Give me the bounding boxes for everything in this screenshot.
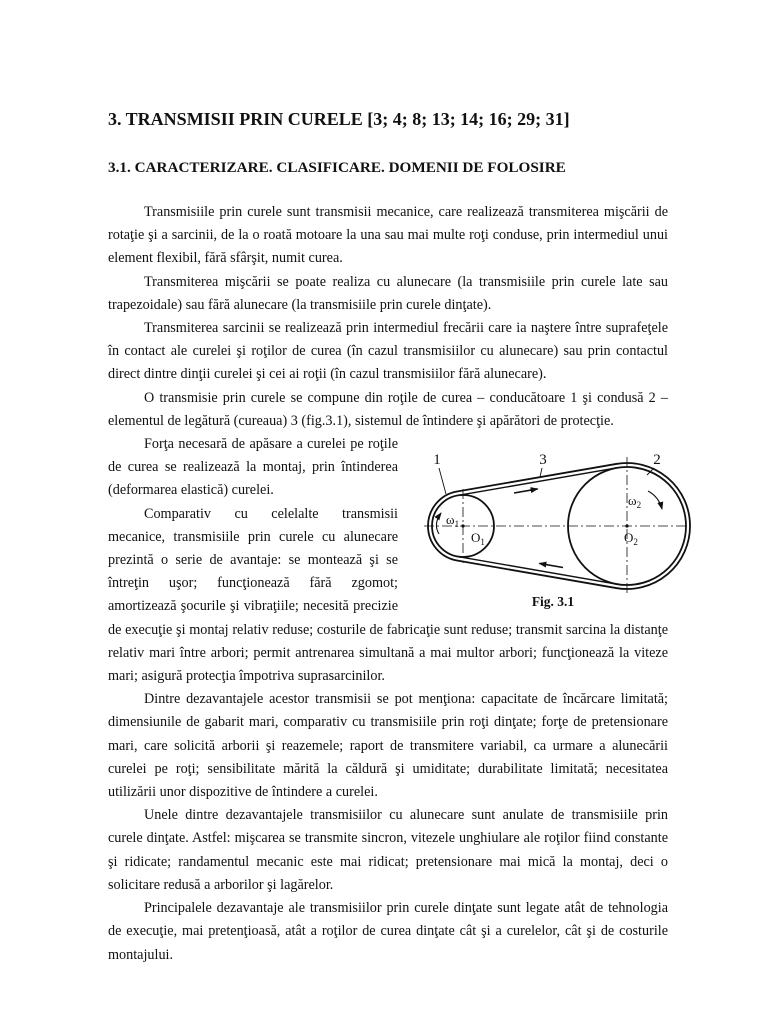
- center-1-subscript: 1: [480, 537, 485, 548]
- leader-line-belt: [540, 468, 542, 477]
- label-driving-pulley: 1: [433, 452, 441, 469]
- paragraph: Transmiterea sarcinii se realizează prin intermediul frecării care ia naştere între suprafeţele în contact ale curelei şi roţilor de curea (în cazul transmisiilor cu alunecare) sau prin contactul direct dintre dinţii curelei şi cei ai roţii (în cazul transmisiilor fără alunecare).: [108, 320, 668, 383]
- paragraph: Transmiterea mişcării se poate realiza cu alunecare (la transmisiile prin curele late sau trapezoidale) sau fără alunecare (la transmisiile prin curele dinţate).: [108, 273, 668, 313]
- omega-1-rotation-arrow: [436, 513, 441, 534]
- paragraph: O transmisie prin curele se compune din roţile de curea – conducătoare 1 şi condusă 2 – elementul de legătură (cureaua) 3 (fig.3.1), sistemul de întindere şi apărători de protecţie.: [108, 389, 668, 429]
- label-driven-pulley: 2: [653, 452, 661, 469]
- figure-belt-transmission: [406, 433, 668, 613]
- paragraph: Comparativ cu celelalte transmisii mecanice, transmisiile prin curele cu alunecare prezintă o serie de avantaje: se montează şi se întreţin uşor; funcţionează fără zgomot; amortizează şocurile şi vibraţiile; necesită precizie de execuţie şi montaj relativ reduse; costurile de fabricaţie sunt reduse; transmit sarcina la distanţe relativ mari între arbori; permit antrenarea simultană a mai multor arbori; funcţionează la viteze mari; asigură protecţia împotriva suprasarcinilor.: [108, 505, 668, 685]
- label-omega-2: [628, 493, 641, 510]
- belt-direction-arrow-lower: [539, 563, 563, 567]
- omega-1-subscript: 1: [454, 519, 460, 530]
- driving-pulley-center-point: [461, 524, 464, 527]
- leader-line-driving-pulley: [439, 468, 446, 494]
- center-2-symbol: O: [624, 530, 634, 546]
- belt-inner-edge-lower: [458, 557, 617, 585]
- belt-inner-edge-upper: [458, 468, 617, 496]
- omega-2-rotation-arrow: [648, 491, 662, 509]
- paragraph: Forţa necesară de apăsare a curelei pe roţile de curea se realizează la montaj, prin întinderea (deformarea elastică) curelei.: [108, 436, 398, 499]
- paragraph: Transmisiile prin curele sunt transmisii mecanice, care realizează transmiterea mişcării de rotaţie şi a sarcinii, de la o roată motoare la una sau mai multe roţi conduse, prin intermediul unui element flexibil, fără sfârşit, numit curea.: [108, 204, 668, 267]
- label-center-1: [471, 530, 485, 547]
- label-omega-1: [446, 512, 459, 529]
- paragraph: Unele dintre dezavantajele transmisiilor cu alunecare sunt anulate de transmisiile prin curele dinţate. Astfel: mişcarea se transmite sincron, vitezele unghiulare ale roţilor fiind constante şi ridicate; randamentul mecanic este mai ridicat; pretensionare mai mică la montaj, deci o solicitare redusă a arborilor şi lagărelor.: [108, 807, 668, 893]
- figure-caption: Fig. 3.1: [531, 594, 575, 610]
- omega-2-symbol: ω: [628, 493, 637, 509]
- paragraph: Dintre dezavantajele acestor transmisii se pot menţiona: capacitate de încărcare limitată; dimensiunile de gabarit mari, comparativ cu transmisiile prin roţi dinţate; forţe de pretensionare mari, care solicită arborii şi reazemele; raport de transmitere variabil, ca urmare a alunecării curelei pe roţi; sensibilitate mărită la căldură şi umiditate; durabilitate limitată; necesitatea utilizării unor dispozitive de întindere a curelei.: [108, 691, 668, 801]
- paragraph: Principalele dezavantaje ale transmisiilor prin curele dinţate sunt legate atât de tehnologia de execuţie, mai pretenţioasă, atât a roţilor de curea dinţate cât şi a curelelor, cât şi de costurile montajului.: [108, 900, 668, 963]
- belt-transmission-diagram: [418, 433, 696, 613]
- belt-direction-arrow-upper: [514, 489, 538, 493]
- omega-2-subscript: 2: [636, 500, 642, 511]
- center-2-subscript: 2: [633, 537, 638, 548]
- section-heading: 3.1. CARACTERIZARE. CLASIFICARE. DOMENII DE FOLOSIRE: [108, 159, 566, 176]
- label-center-2: [624, 530, 638, 547]
- chapter-title: 3. TRANSMISII PRIN CURELE [3; 4; 8; 13; 14; 16; 29; 31]: [108, 109, 570, 129]
- label-belt: 3: [539, 452, 547, 469]
- center-1-symbol: O: [471, 530, 481, 546]
- omega-1-symbol: ω: [446, 512, 455, 528]
- driven-pulley-center-point: [625, 524, 628, 527]
- body-text: [108, 201, 668, 967]
